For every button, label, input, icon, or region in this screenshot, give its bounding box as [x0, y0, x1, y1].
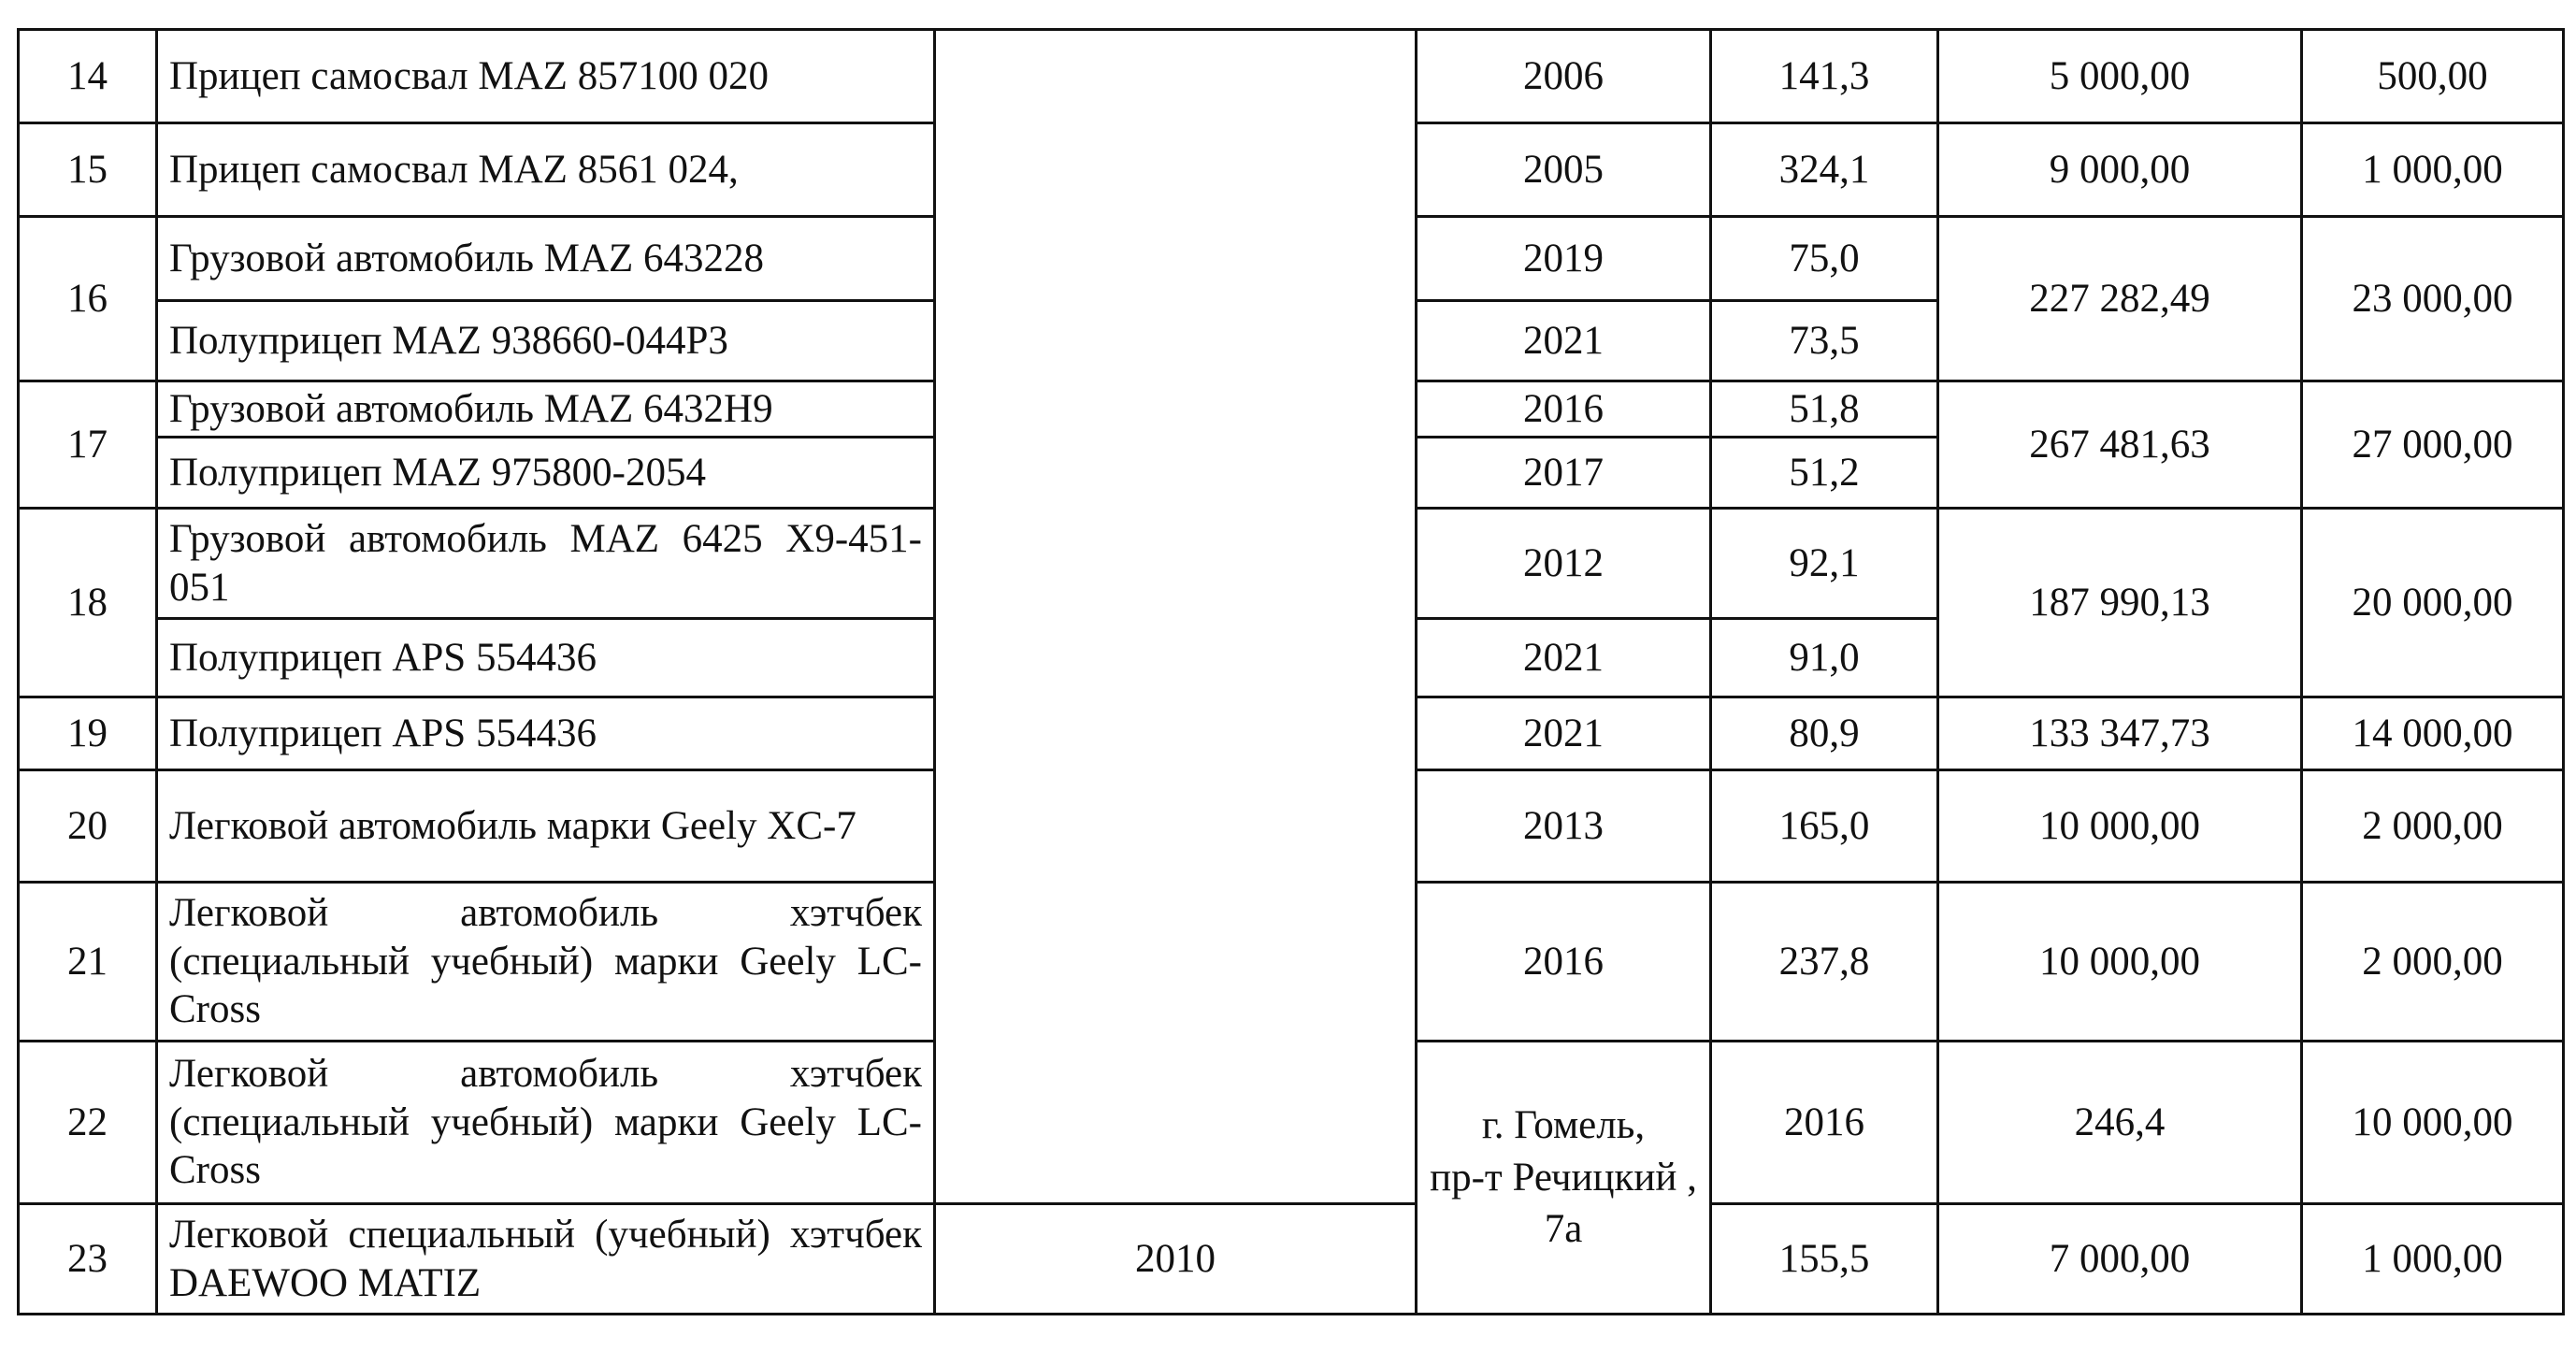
lot-number: 15	[19, 123, 157, 217]
vehicle-name: Легковой специальный (учебный) хэтчбек DAEWOO MATIZ	[157, 1204, 935, 1315]
vehicle-mileage: 92,1	[1711, 509, 1938, 619]
vehicle-year: 2006	[1417, 30, 1711, 123]
vehicle-name: Легковой автомобиль хэтчбек (специальный учебный) марки Geely LC-Cross	[157, 883, 935, 1042]
vehicle-year: 2021	[1417, 697, 1711, 770]
vehicle-year: 2005	[1417, 123, 1711, 217]
lot-number: 18	[19, 509, 157, 697]
start-price: 187 990,13	[1938, 509, 2302, 697]
vehicle-mileage: 91,0	[1711, 619, 1938, 697]
start-price: 227 282,49	[1938, 217, 2302, 381]
vehicle-year: 2013	[1417, 770, 1711, 883]
lot-number: 22	[19, 1042, 157, 1204]
lot-number: 23	[19, 1204, 157, 1315]
start-price: 7 000,00	[1938, 1204, 2302, 1315]
vehicle-mileage: 141,3	[1711, 30, 1938, 123]
deposit-amount: 2 000,00	[2302, 770, 2564, 883]
vehicle-mileage: 237,8	[1711, 883, 1938, 1042]
vehicle-mileage: 165,0	[1711, 770, 1938, 883]
lot-number: 14	[19, 30, 157, 123]
table-row	[19, 30, 2564, 123]
vehicle-year: 2019	[1417, 217, 1711, 301]
lot-number: 17	[19, 381, 157, 509]
vehicle-year: 2010	[935, 1204, 1417, 1315]
deposit-amount: 14 000,00	[2302, 697, 2564, 770]
start-price: 5 000,00	[1938, 30, 2302, 123]
start-price: 133 347,73	[1938, 697, 2302, 770]
lot-number: 20	[19, 770, 157, 883]
start-price: 10 000,00	[2302, 1042, 2564, 1204]
start-price: 10 000,00	[1938, 883, 2302, 1042]
vehicle-name: Прицеп самосвал MAZ 8561 024,	[157, 123, 935, 217]
vehicle-mileage: 51,2	[1711, 438, 1938, 509]
lot-number: 16	[19, 217, 157, 381]
start-price: 9 000,00	[1938, 123, 2302, 217]
deposit-amount: 1 000,00	[2302, 123, 2564, 217]
deposit-amount: 23 000,00	[2302, 217, 2564, 381]
vehicle-mileage: 246,4	[1938, 1042, 2302, 1204]
start-price: 10 000,00	[1938, 770, 2302, 883]
vehicle-name: Полуприцеп APS 554436	[157, 697, 935, 770]
vehicle-year: 2016	[1417, 883, 1711, 1042]
vehicle-name: Полуприцеп MAZ 975800-2054	[157, 438, 935, 509]
vehicle-year: 2017	[1417, 438, 1711, 509]
vehicle-mileage: 73,5	[1711, 301, 1938, 381]
vehicle-mileage: 75,0	[1711, 217, 1938, 301]
vehicle-mileage: 80,9	[1711, 697, 1938, 770]
vehicle-name: Прицеп самосвал MAZ 857100 020	[157, 30, 935, 123]
lot-number: 21	[19, 883, 157, 1042]
vehicle-mileage: 324,1	[1711, 123, 1938, 217]
start-price: 267 481,63	[1938, 381, 2302, 509]
vehicle-name: Легковой автомобиль марки Geely XC-7	[157, 770, 935, 883]
address-city: г. Гомель,	[1481, 1102, 1646, 1147]
deposit-amount: 500,00	[2302, 30, 2564, 123]
table-row	[19, 1204, 2564, 1315]
deposit-amount: 27 000,00	[2302, 381, 2564, 509]
address-cell	[1417, 1042, 1711, 1315]
deposit-amount: 20 000,00	[2302, 509, 2564, 697]
vehicle-year: 2016	[1417, 381, 1711, 438]
lot-table	[17, 28, 2565, 1315]
vehicle-year: 2016	[1711, 1042, 1938, 1204]
vehicle-name: Грузовой автомобиль MAZ 6432H9	[157, 381, 935, 438]
vehicle-name: Грузовой автомобиль MAZ 643228	[157, 217, 935, 301]
deposit-amount: 1 000,00	[2302, 1204, 2564, 1315]
address-street: пр-т Речицкий , 7а	[1430, 1155, 1697, 1252]
vehicle-year: 2021	[1417, 301, 1711, 381]
address-cell-empty	[935, 30, 1417, 1204]
vehicle-mileage: 51,8	[1711, 381, 1938, 438]
vehicle-name: Легковой автомобиль хэтчбек (специальный учебный) марки Geely LC-Cross	[157, 1042, 935, 1204]
vehicle-mileage: 155,5	[1711, 1204, 1938, 1315]
vehicle-year: 2012	[1417, 509, 1711, 619]
lot-number: 19	[19, 697, 157, 770]
vehicle-name: Полуприцеп MAZ 938660-044Р3	[157, 301, 935, 381]
vehicle-year: 2021	[1417, 619, 1711, 697]
vehicle-name: Полуприцеп APS 554436	[157, 619, 935, 697]
deposit-amount: 2 000,00	[2302, 883, 2564, 1042]
vehicle-name: Грузовой автомобиль MAZ 6425 X9-451-051	[157, 509, 935, 619]
